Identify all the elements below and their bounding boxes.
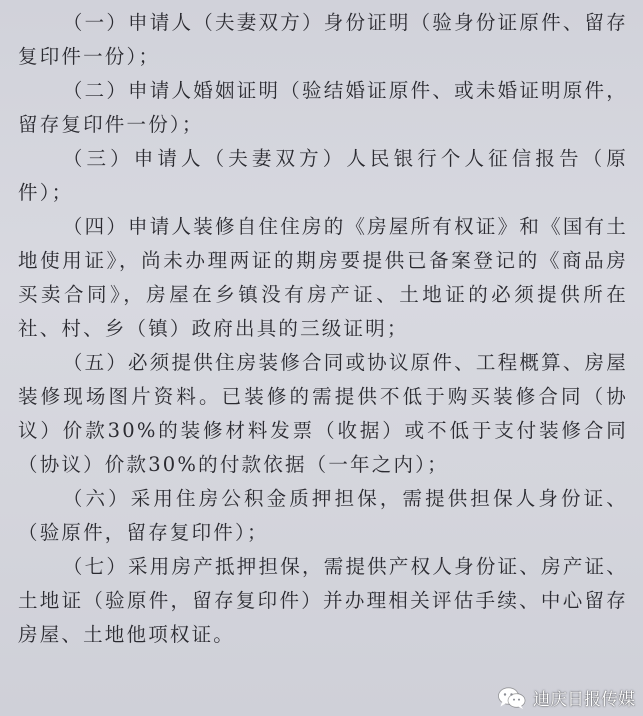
watermark (497, 685, 635, 710)
paragraph-6: （六）采用住房公积金质押担保，需提供担保人身份证、（验原件，留存复印件）； (18, 487, 628, 544)
watermark-text: 迪庆日报传媒 (533, 690, 635, 710)
paragraph-2: （二）申请人婚姻证明（验结婚证原件、或未婚证明原件，留存复印件一份）； (18, 79, 628, 136)
paragraph-4: （四）申请人装修自住住房的《房屋所有权证》和《国有土地使用证》，尚未办理两证的期房要提供已备案登记的《商品房买卖合同》，房屋在乡镇没有房产证、土地证的必须提供所在社、村、乡（镇）政府出具的三级证明； (18, 215, 628, 340)
paragraph-3: （三）申请人（夫妻双方）人民银行个人征信报告（原件）； (18, 147, 628, 204)
document-body (18, 6, 628, 652)
wechat-icon (497, 686, 527, 710)
paragraph-1: （一）申请人（夫妻双方）身份证明（验身份证原件、留存复印件一份）； (18, 11, 628, 68)
paragraph-5: （五）必须提供住房装修合同或协议原件、工程概算、房屋装修现场图片资料。已装修的需提供不低于购买装修合同（协议）价款30%的装修材料发票（收据）或不低于支付装修合同（协议）价款30%的付款依据（一年之内）； (18, 351, 628, 476)
paragraph-7: （七）采用房产抵押担保，需提供产权人身份证、房产证、土地证（验原件，留存复印件）并办理相关评估手续、中心留存房屋、土地他项权证。 (18, 555, 628, 646)
